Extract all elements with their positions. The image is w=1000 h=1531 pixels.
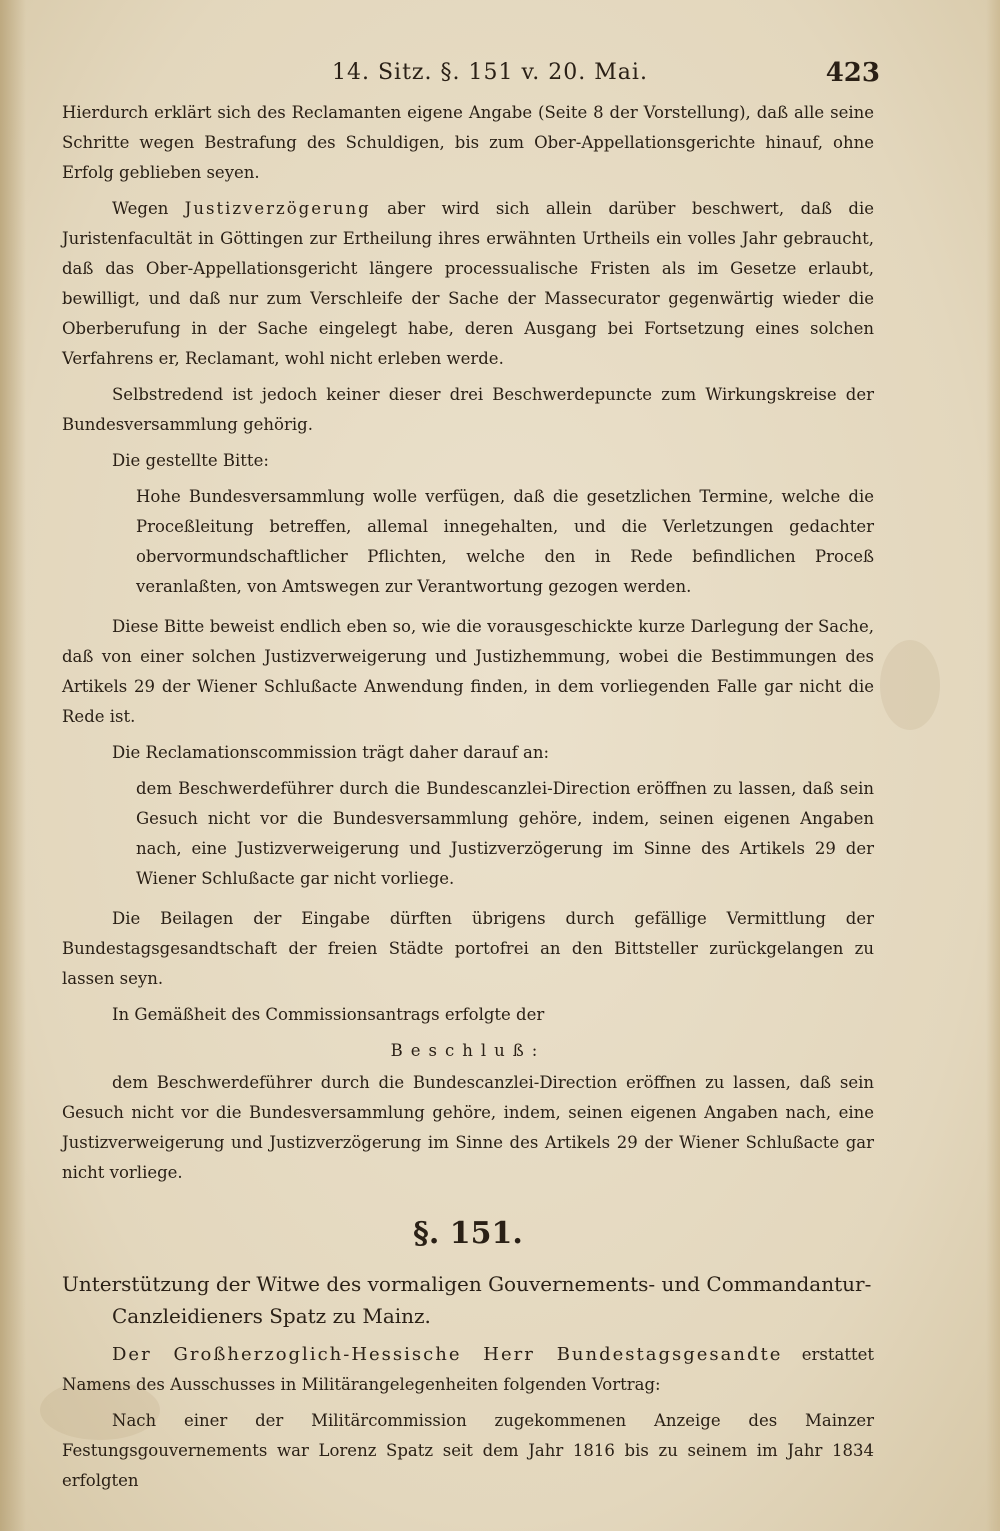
paragraph: Hierdurch erklärt sich des Reclamanten eigene Angabe (Seite 8 der Vorstellung), daß alle seine Schritte wegen Bestrafung des Schuldigen, bis zum Ober-Appellationsgerichte hinauf, ohne Erfolg geblieben seyen.: [62, 103, 874, 182]
paper-stain: [880, 640, 940, 730]
section-number: §. 151.: [413, 1216, 523, 1251]
resolution-heading: Beschluß:: [390, 1041, 546, 1060]
envoy-name: Der Großherzoglich-Hessische Herr Bundestagsgesandte: [112, 1344, 783, 1365]
paragraph: [62, 1340, 874, 1400]
commission-proposal: dem Beschwerdeführer durch die Bundescanzlei-Direction eröffnen zu lassen, daß sein Gesuch nicht vor die Bundesversammlung gehöre, indem, seinen eigenen Angaben nach, eine Justizverweigerung und Justizverzögerung im Sinne des Artikels 29 der Wiener Schlußacte gar nicht vorliege.: [136, 779, 874, 888]
paragraph: In Gemäßheit des Commissionsantrags erfolgte der: [112, 1005, 545, 1024]
paragraph-text: aber wird sich allein darüber beschwert, daß die Juristenfacultät in Göttingen zur Ertheilung ihres erwähnten Urtheils ein volles Jahr gebraucht, daß das Ober-Appellationsgericht längere processualische Fristen als im Gesetze erlaubt, bewilligt, und daß nur zum Verschleife der Sache der Massecurator gegenwärtig wieder die Oberberufung in der Sache eingelegt habe, deren Ausgang bei Fortsetzung eines solchen Verfahrens er, Reclamant, wohl nicht erleben werde.: [62, 199, 875, 368]
emphasized-term: Justizverzögerung: [184, 199, 371, 218]
paragraph: Diese Bitte beweist endlich eben so, wie die vorausgeschickte kurze Darlegung der Sache, daß von einer solchen Justizverweigerung und Justizhemmung, wobei die Bestimmungen des Artikels 29 der Wiener Schlußacte Anwendung finden, in dem vorliegenden Falle gar nicht die Rede ist.: [62, 617, 874, 726]
paragraph: Nach einer der Militärcommission zugekommenen Anzeige des Mainzer Festungsgouvernements war Lorenz Spatz seit dem Jahr 1816 bis zu seinem im Jahr 1834 erfolgten: [62, 1411, 874, 1490]
paragraph: Die Beilagen der Eingabe dürften übrigens durch gefällige Vermittlung der Bundestagsgesandtschaft der freien Städte portofrei an den Bittsteller zurückgelangen zu lassen seyn.: [62, 909, 874, 988]
paragraph-text: erstattet Namens des Ausschusses in Militärangelegenheiten folgenden Vortrag:: [62, 1345, 874, 1394]
page-body: [62, 98, 874, 1502]
resolution-text: dem Beschwerdeführer durch die Bundescanzlei-Direction eröffnen zu lassen, daß sein Gesuch nicht vor die Bundesversammlung gehöre, indem, seinen eigenen Angaben nach, eine Justizverweigerung und Justizverzögerung im Sinne des Artikels 29 der Wiener Schlußacte gar nicht vorliege.: [62, 1073, 874, 1182]
paragraph: Selbstredend ist jedoch keiner dieser drei Beschwerdepuncte zum Wirkungskreise der Bundesversammlung gehörig.: [62, 385, 874, 434]
paragraph: [62, 194, 874, 374]
quoted-petition: Hohe Bundesversammlung wolle verfügen, daß die gesetzlichen Termine, welche die Proceßleitung betreffen, allemal innegehalten, und die Verletzungen gedachter obervormundschaftlicher Pflichten, welche den in Rede befindlichen Proceß veranlaßten, von Amtswegen zur Verantwortung gezogen werden.: [136, 487, 874, 596]
running-head: 14. Sitz. §. 151 v. 20. Mai.: [332, 60, 648, 85]
paragraph-text: Wegen: [112, 199, 185, 218]
section-title: Unterstützung der Witwe des vormaligen Gouvernements- und Commandantur-Canzleidieners Spatz zu Mainz.: [62, 1272, 872, 1328]
page-header: [62, 56, 880, 96]
paragraph: Die Reclamationscommission trägt daher darauf an:: [112, 743, 550, 762]
page-number: 423: [825, 58, 880, 88]
paragraph: Die gestellte Bitte:: [112, 451, 269, 470]
